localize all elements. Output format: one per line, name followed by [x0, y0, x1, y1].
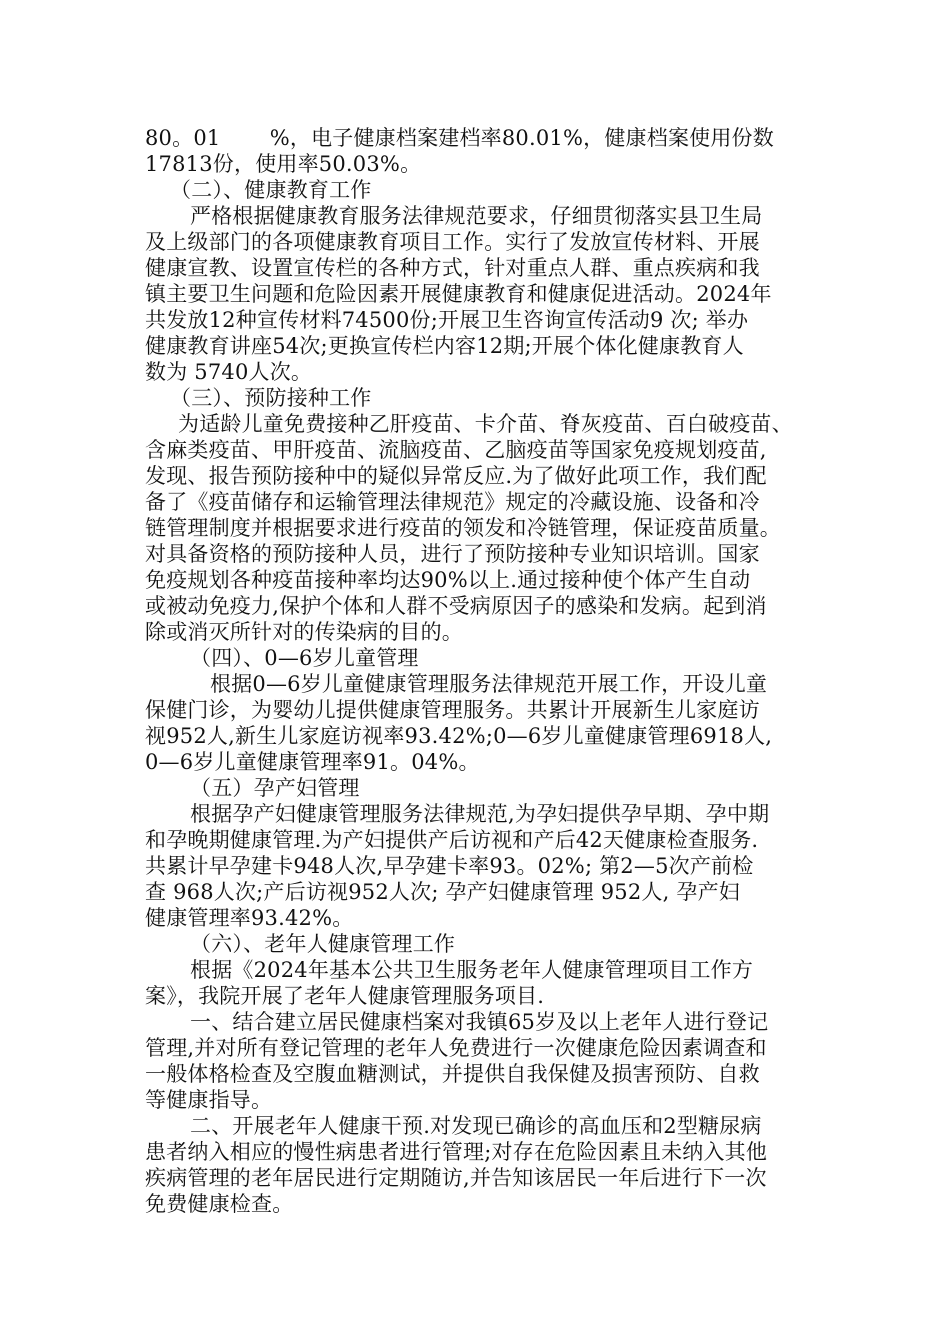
text-line: 为适龄儿童免费接种乙肝疫苗、卡介苗、脊灰疫苗、百白破疫苗、	[178, 412, 793, 436]
text-line: 和孕晚期健康管理.为产妇提供产后访视和产后42天健康检查服务.	[145, 828, 759, 852]
text-line: 免费健康检查。	[145, 1192, 294, 1216]
text-line: 0—6岁儿童健康管理率91。04%。	[145, 750, 480, 774]
text-line: 严格根据健康教育服务法律规范要求，仔细贯彻落实县卫生局	[190, 204, 763, 228]
text-line: 患者纳入相应的慢性病患者进行管理;对存在危险因素且未纳入其他	[145, 1140, 768, 1164]
text-line: 疾病管理的老年居民进行定期随访,并告知该居民一年后进行下一次	[145, 1166, 767, 1190]
text-line: 一般体格检查及空腹血糖测试，并提供自我保健及损害预防、自救	[145, 1062, 760, 1086]
text-line: 管理,并对所有登记管理的老年人免费进行一次健康危险因素调查和	[145, 1036, 767, 1060]
text-line: 数为 5740人次。	[145, 360, 313, 384]
text-line: 一、结合建立居民健康档案对我镇65岁及以上老年人进行登记	[190, 1010, 769, 1034]
section-heading: （三）、预防接种工作	[170, 386, 372, 410]
section-heading: （五）孕产妇管理	[190, 776, 360, 800]
text-line: 80。01 %，电子健康档案建档率80.01%，健康档案使用份数	[145, 126, 774, 150]
text-line: 健康教育讲座54次;更换宣传栏内容12期;开展个体化健康教育人	[145, 334, 744, 358]
section-heading: （四）、0—6岁儿童管理	[190, 646, 419, 670]
text-line: 备了《疫苗储存和运输管理法律规范》规定的冷藏设施、设备和冷	[145, 490, 760, 514]
text-line: 共累计早孕建卡948人次,早孕建卡率93。02%; 第2—5次产前检	[145, 854, 754, 878]
section-heading: （二）、健康教育工作	[170, 178, 372, 202]
text-line: 17813份，使用率50.03%。	[145, 152, 422, 176]
text-line: 案》，我院开展了老年人健康管理服务项目.	[145, 984, 545, 1008]
text-line: 共发放12种宣传材料74500份;开展卫生咨询宣传活动9 次; 举办	[145, 308, 749, 332]
text-line: 根据0—6岁儿童健康管理服务法律规范开展工作，开设儿童	[210, 672, 768, 696]
text-line: 免疫规划各种疫苗接种率均达90%以上.通过接种使个体产生自动	[145, 568, 751, 592]
text-line: 含麻类疫苗、甲肝疫苗、流脑疫苗、乙脑疫苗等国家免疫规划疫苗,	[145, 438, 767, 462]
text-line: 查 968人次;产后访视952人次; 孕产妇健康管理 952人, 孕产妇	[145, 880, 740, 904]
section-heading: （六）、老年人健康管理工作	[190, 932, 456, 956]
text-line: 链管理制度并根据要求进行疫苗的领发和冷链管理，保证疫苗质量。	[145, 516, 781, 540]
text-line: 保健门诊，为婴幼儿提供健康管理服务。共累计开展新生儿家庭访	[145, 698, 760, 722]
text-line: 发现、报告预防接种中的疑似异常反应.为了做好此项工作，我们配	[145, 464, 767, 488]
text-line: 除或消灭所针对的传染病的目的。	[145, 620, 463, 644]
text-line: 镇主要卫生问题和危险因素开展健康教育和健康促进活动。2024年	[145, 282, 772, 306]
text-line: 健康宣教、设置宣传栏的各种方式，针对重点人群、重点疾病和我	[145, 256, 760, 280]
text-line: 对具备资格的预防接种人员，进行了预防接种专业知识培训。国家	[145, 542, 760, 566]
text-line: 视952人,新生儿家庭访视率93.42%;0—6岁儿童健康管理6918人,	[145, 724, 773, 748]
text-line: 根据孕产妇健康管理服务法律规范,为孕妇提供孕早期、孕中期	[190, 802, 770, 826]
text-line: 根据《2024年基本公共卫生服务老年人健康管理项目工作方	[190, 958, 754, 982]
text-line: 二、开展老年人健康干预.对发现已确诊的高血压和2型糖尿病	[190, 1114, 762, 1138]
text-line: 等健康指导。	[145, 1088, 273, 1112]
text-line: 健康管理率93.42%。	[145, 906, 354, 930]
text-line: 或被动免疫力,保护个体和人群不受病原因子的感染和发病。起到消	[145, 594, 767, 618]
text-line: 及上级部门的各项健康教育项目工作。实行了发放宣传材料、开展	[145, 230, 760, 254]
